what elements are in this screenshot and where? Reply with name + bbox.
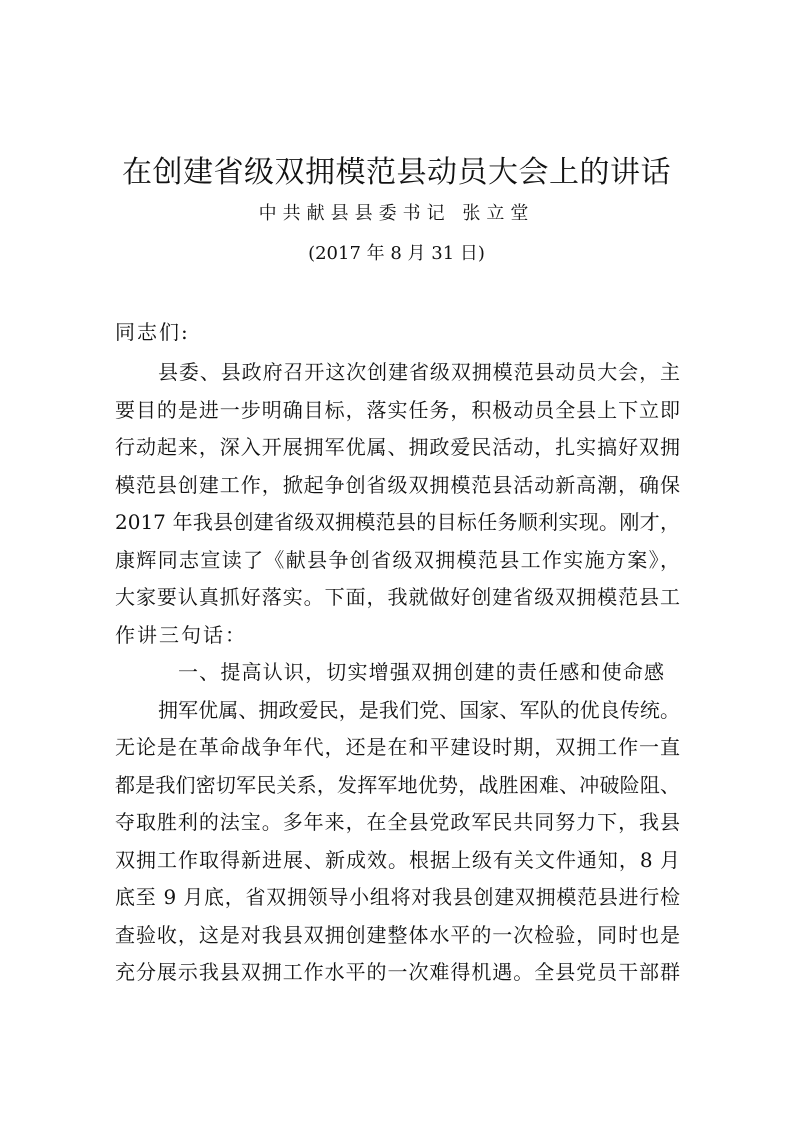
paragraph-line: 康辉同志宣读了《献县争创省级双拥模范县工作实施方案》， bbox=[115, 548, 680, 572]
paragraph-line: 要目的是进一步明确目标，落实任务，积极动员全县上下立即 bbox=[115, 398, 680, 422]
paragraph-line: 大家要认真抓好落实。下面，我就做好创建省级双拥模范县工 bbox=[115, 585, 680, 609]
paragraph-line: 模范县创建工作，掀起争创省级双拥模范县活动新高潮，确保 bbox=[115, 473, 680, 497]
paragraph-line: 无论是在革命战争年代，还是在和平建设时期，双拥工作一直 bbox=[115, 735, 680, 759]
paragraph-line: 拥军优属、拥政爱民，是我们党、国家、军队的优良传统。 bbox=[158, 698, 680, 722]
paragraph-line: 夺取胜利的法宝。多年来，在全县党政军民共同努力下，我县 bbox=[115, 810, 680, 834]
document-title: 在创建省级双拥模范县动员大会上的讲话 bbox=[122, 155, 671, 190]
paragraph-line: 底至 9 月底，省双拥领导小组将对我县创建双拥模范县进行检 bbox=[115, 885, 680, 909]
paragraph-line: 查验收，这是对我县双拥创建整体水平的一次检验，同时也是 bbox=[115, 923, 680, 947]
paragraph-line: 充分展示我县双拥工作水平的一次难得机遇。全县党员干部群 bbox=[115, 960, 680, 984]
paragraph-line: 2017 年我县创建省级双拥模范县的目标任务顺利实现。刚才， bbox=[115, 510, 680, 534]
salutation: 同志们: bbox=[115, 320, 190, 344]
author-line: 中共献县县委书记 张立堂 bbox=[258, 203, 535, 224]
paragraph-line: 都是我们密切军民关系，发挥军地优势，战胜困难、冲破险阻、 bbox=[115, 773, 680, 797]
paragraph-line: 作讲三句话： bbox=[115, 623, 247, 647]
paragraph-line: 双拥工作取得新进展、新成效。根据上级有关文件通知，8 月 bbox=[115, 848, 680, 872]
paragraph-line: 县委、县政府召开这次创建省级双拥模范县动员大会，主 bbox=[158, 360, 680, 384]
paragraph-line: 行动起来，深入开展拥军优属、拥政爱民活动，扎实搞好双拥 bbox=[115, 435, 680, 459]
date-line: (2017 年 8 月 31 日) bbox=[308, 243, 485, 264]
section-heading: 一、提高认识，切实增强双拥创建的责任感和使命感 bbox=[178, 660, 664, 684]
